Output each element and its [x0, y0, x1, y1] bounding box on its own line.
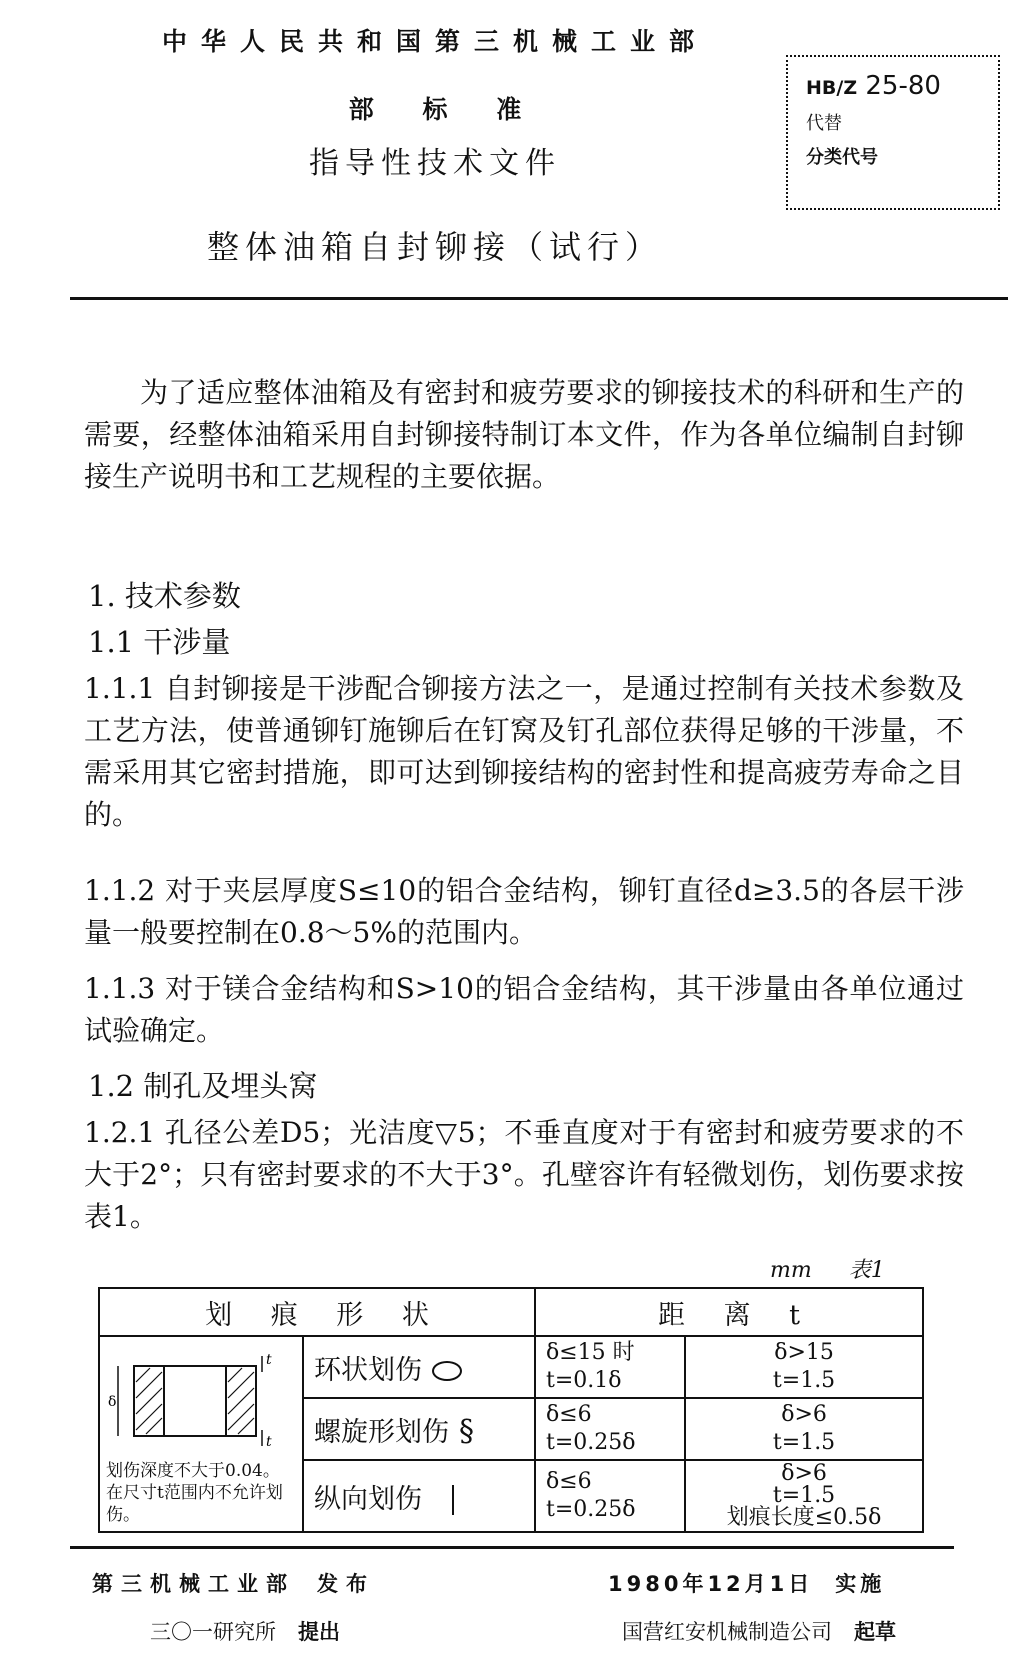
table-label: 表1	[848, 1258, 885, 1283]
distance-value: t=1.5	[772, 1430, 836, 1455]
section-1-1-1: 1.1.1 自封铆接是干涉配合铆接方法之一，是通过控制有关技术参数及工艺方法，使普通铆钉施铆后在钉窝及钉孔部位获得足够的干涉量，不需采用其它密封措施，即可达到铆接结构的密封性和提高疲劳寿命之目的。	[84, 672, 964, 831]
svg-text:t: t	[266, 1434, 272, 1450]
scratch-type-cell	[303, 1398, 535, 1460]
scratch-type-cell	[303, 1460, 535, 1532]
footer-divider	[70, 1546, 954, 1549]
standard-code	[806, 71, 980, 101]
intro-paragraph: 为了适应整体油箱及有密封和疲劳要求的铆接技术的科研和生产的需要，经整体油箱采用自封铆接特制订本文件，作为各单位编制自封铆接生产说明书和工艺规程的主要依据。	[84, 376, 964, 493]
scratch-table	[98, 1287, 924, 1533]
scratch-type: 环状划伤	[314, 1354, 422, 1386]
proposer: 三〇一研究所	[150, 1620, 276, 1644]
issuer: 第三机械工业部	[92, 1572, 295, 1596]
svg-text:t: t	[266, 1352, 272, 1368]
scratch-type: 纵向划伤	[314, 1483, 422, 1515]
drafter-line	[622, 1616, 896, 1646]
distance-value: t=1.5	[772, 1368, 836, 1393]
issuer-role: 发布	[317, 1572, 375, 1596]
hole-figure-cell	[99, 1336, 303, 1532]
scratch-type: 螺旋形划伤	[314, 1416, 449, 1448]
condition: δ≤6	[546, 1402, 592, 1427]
header-divider	[70, 297, 1008, 300]
standard-code-box	[786, 55, 1000, 210]
date-role: 实施	[835, 1572, 886, 1596]
ring-icon	[432, 1361, 462, 1381]
distance-value: t=0.25δ	[546, 1497, 636, 1522]
section-1-1-2: 1.1.2 对于夹层厚度S≤10的铝合金结构，铆钉直径d≥3.5的各层干涉量一般要控制在0.8～5%的范围内。	[84, 874, 964, 949]
effective-date: 1980年12月1日	[608, 1572, 814, 1596]
scratch-type-cell	[303, 1336, 535, 1398]
section-1-2-1: 1.2.1 孔径公差D5；光洁度▽5；不垂直度对于有密封和疲劳要求的不大于2°；只有密封要求的不大于3°。孔壁容许有轻微划伤，划伤要求按表1。	[84, 1116, 964, 1233]
length-limit: 划痕长度≤0.5δ	[726, 1505, 882, 1530]
spiral-icon: §	[459, 1413, 474, 1449]
section-1-heading: 1. 技术参数	[88, 579, 241, 613]
condition: δ>15	[774, 1340, 834, 1365]
condition: δ≤15 时	[546, 1340, 635, 1365]
document-title: 整体油箱自封铆接（试行）	[206, 228, 663, 266]
section-1-1-heading: 1.1 干涉量	[88, 625, 231, 659]
distance-large-cell	[685, 1336, 923, 1398]
proposer-role: 提出	[298, 1620, 340, 1644]
line-icon	[452, 1485, 454, 1515]
ministry-name: 中华人民共和国第三机械工业部	[161, 27, 708, 56]
distance-value: t=0.25δ	[546, 1430, 636, 1455]
distance-small-cell	[535, 1336, 685, 1398]
code-prefix: HB/Z	[806, 77, 858, 99]
header-distance: 距 离 t	[535, 1288, 923, 1336]
distance-value: t=0.1δ	[546, 1368, 622, 1393]
standard-type: 部 标 准	[348, 95, 522, 124]
table-unit-label	[770, 1253, 885, 1284]
classification-label: 分类代号	[806, 147, 878, 168]
table-unit: mm	[770, 1258, 812, 1283]
svg-text:δ: δ	[108, 1394, 117, 1410]
condition: δ≤6	[546, 1469, 592, 1494]
distance-small-cell	[535, 1398, 685, 1460]
header-shape: 划 痕 形 状	[99, 1288, 535, 1336]
code-number: 25-80	[865, 71, 941, 101]
drafter-role: 起草	[854, 1620, 896, 1644]
distance-value: t=1.5	[772, 1483, 836, 1508]
drafter: 国营红安机械制造公司	[622, 1620, 832, 1644]
section-1-1-3: 1.1.3 对于镁合金结构和S>10的铝合金结构，其干涉量由各单位通过试验确定。	[84, 972, 964, 1047]
figure-note: 划伤深度不大于0.04。在尺寸t范围内不允许划伤。	[106, 1461, 283, 1525]
replaces-label: 代替	[806, 113, 842, 134]
condition: δ>6	[781, 1402, 827, 1427]
distance-large-cell	[685, 1398, 923, 1460]
issuer-line	[92, 1568, 375, 1598]
condition: δ>6	[781, 1461, 827, 1486]
section-1-2-heading: 1.2 制孔及埋头窝	[88, 1069, 318, 1103]
table-row	[99, 1336, 923, 1398]
distance-large-cell	[685, 1460, 923, 1532]
document-category: 指导性技术文件	[309, 146, 561, 181]
hole-section-diagram	[106, 1342, 282, 1454]
table-header-row	[99, 1288, 923, 1336]
date-line	[608, 1568, 885, 1598]
distance-small-cell	[535, 1460, 685, 1532]
proposer-line	[150, 1616, 340, 1646]
